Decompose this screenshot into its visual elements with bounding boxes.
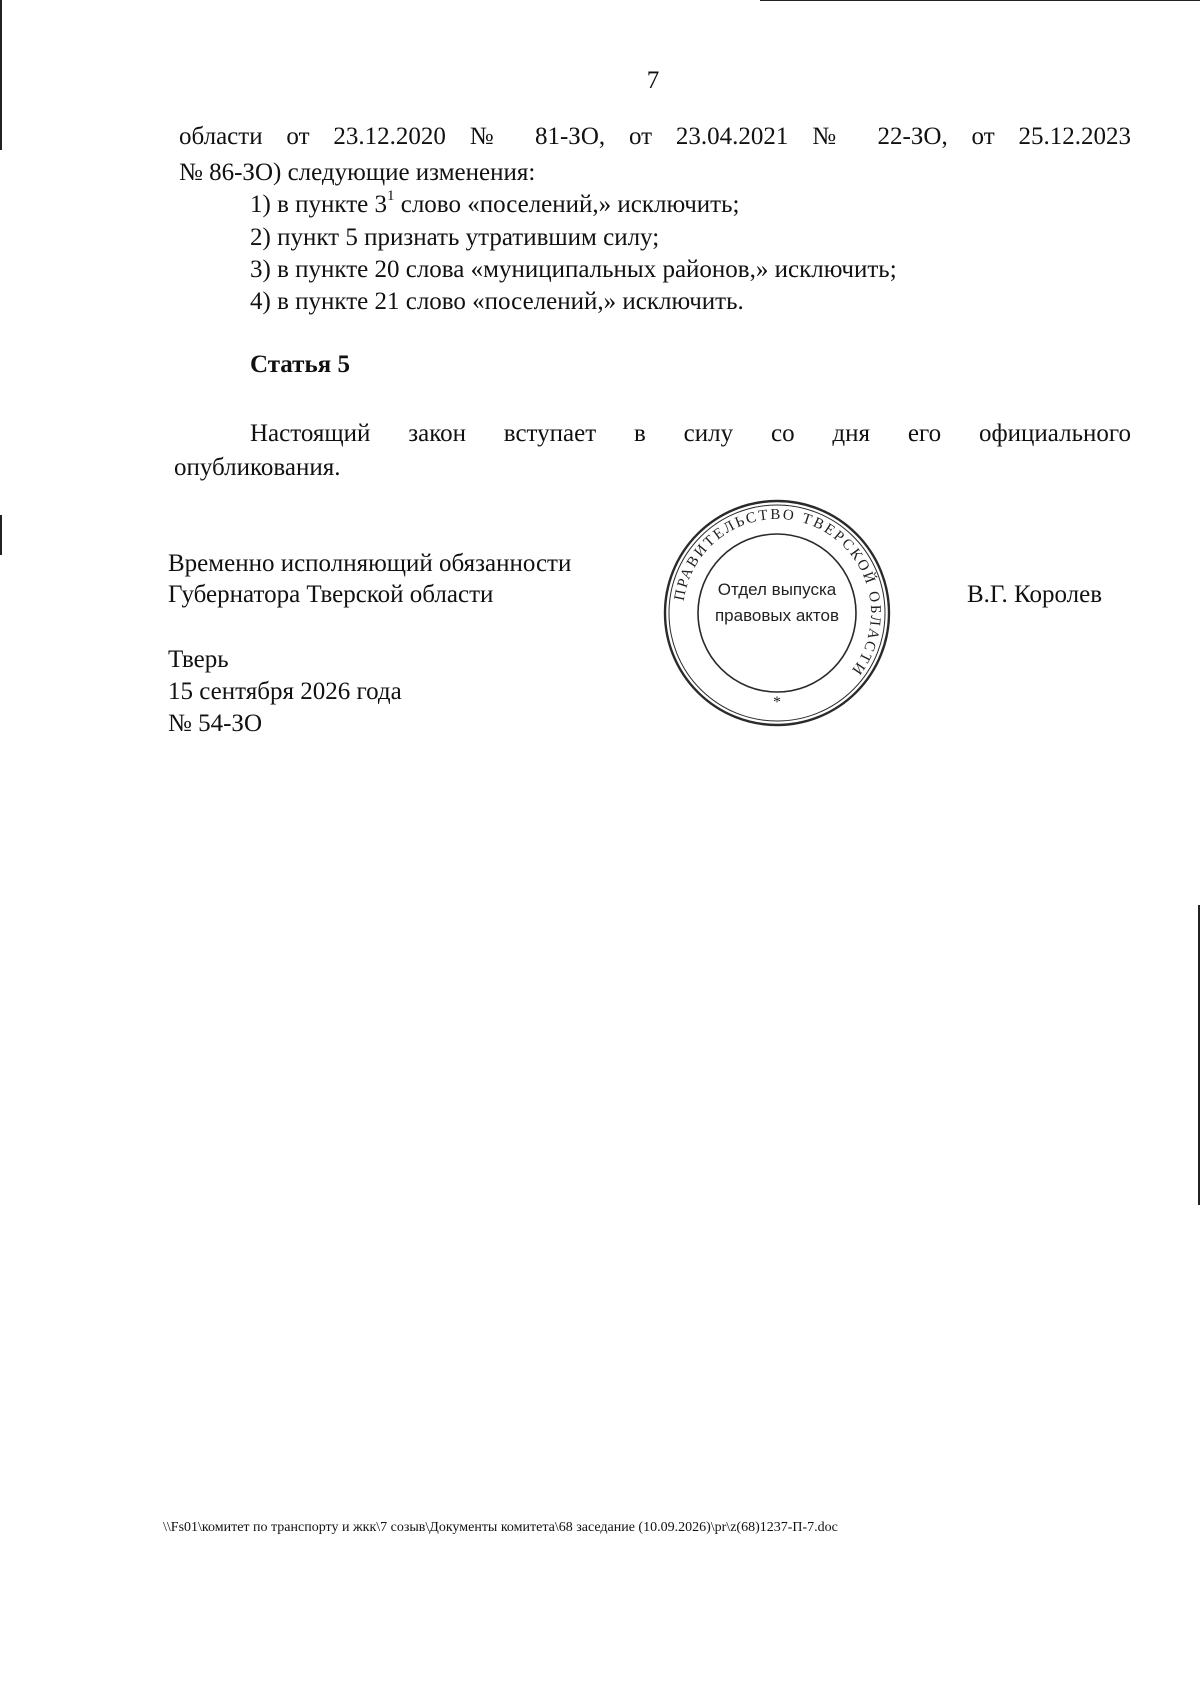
amendment-item-2: 2) пункт 5 признать утратившим силу; bbox=[250, 224, 660, 251]
place-city: Тверь bbox=[168, 646, 229, 673]
amendment-item-1-prefix: 1) в пункте 3 bbox=[250, 191, 387, 218]
amendment-item-4: 4) в пункте 21 слово «поселений,» исключить. bbox=[250, 288, 744, 315]
amendment-item-1-superscript: 1 bbox=[386, 187, 395, 204]
scan-edge-mark-top bbox=[760, 0, 1200, 1]
article-body-line-1: Настоящий закон вступает в силу со дня его официального bbox=[250, 420, 1131, 447]
stamp-center-line-2: правовых актов bbox=[714, 606, 840, 625]
document-date: 15 сентября 2026 года bbox=[168, 678, 402, 705]
document-number: № 54-ЗО bbox=[168, 710, 263, 737]
intro-line-1: области от 23.12.2020 № 81-ЗО, от 23.04.2021 № 22-ЗО, от 25.12.2023 bbox=[179, 123, 1131, 150]
signatory-position-line-1: Временно исполняющий обязанности bbox=[168, 550, 572, 577]
amendment-item-3: 3) в пункте 20 слова «муниципальных районов,» исключить; bbox=[250, 256, 897, 283]
signatory-position-line-2: Губернатора Тверской области bbox=[168, 581, 494, 608]
page-number: 7 bbox=[646, 67, 660, 94]
amendment-item-1-suffix: слово «поселений,» исключить; bbox=[394, 191, 740, 218]
article-heading: Статья 5 bbox=[250, 351, 350, 378]
stamp-ring-text: ПРАВИТЕЛЬСТВО ТВЕРСКОЙ ОБЛАСТИ bbox=[671, 506, 884, 679]
signatory-name: В.Г. Королев bbox=[967, 581, 1103, 608]
stamp-center-line-1: Отдел выпуска bbox=[717, 580, 837, 599]
footer-file-path: \\Fs01\комитет по транспорту и жкк\7 созыв\Документы комитета\68 заседание (10.09.2026)\pr\z(68)1237-П-7.doc bbox=[163, 1520, 838, 1535]
intro-line-2: № 86-ЗО) следующие изменения: bbox=[179, 159, 536, 186]
amendment-item-1 bbox=[250, 189, 739, 221]
official-stamp bbox=[662, 498, 892, 728]
scan-edge-mark-left-mid bbox=[0, 515, 2, 555]
article-body-line-2: опубликования. bbox=[174, 454, 341, 481]
stamp-star: * bbox=[773, 694, 781, 711]
